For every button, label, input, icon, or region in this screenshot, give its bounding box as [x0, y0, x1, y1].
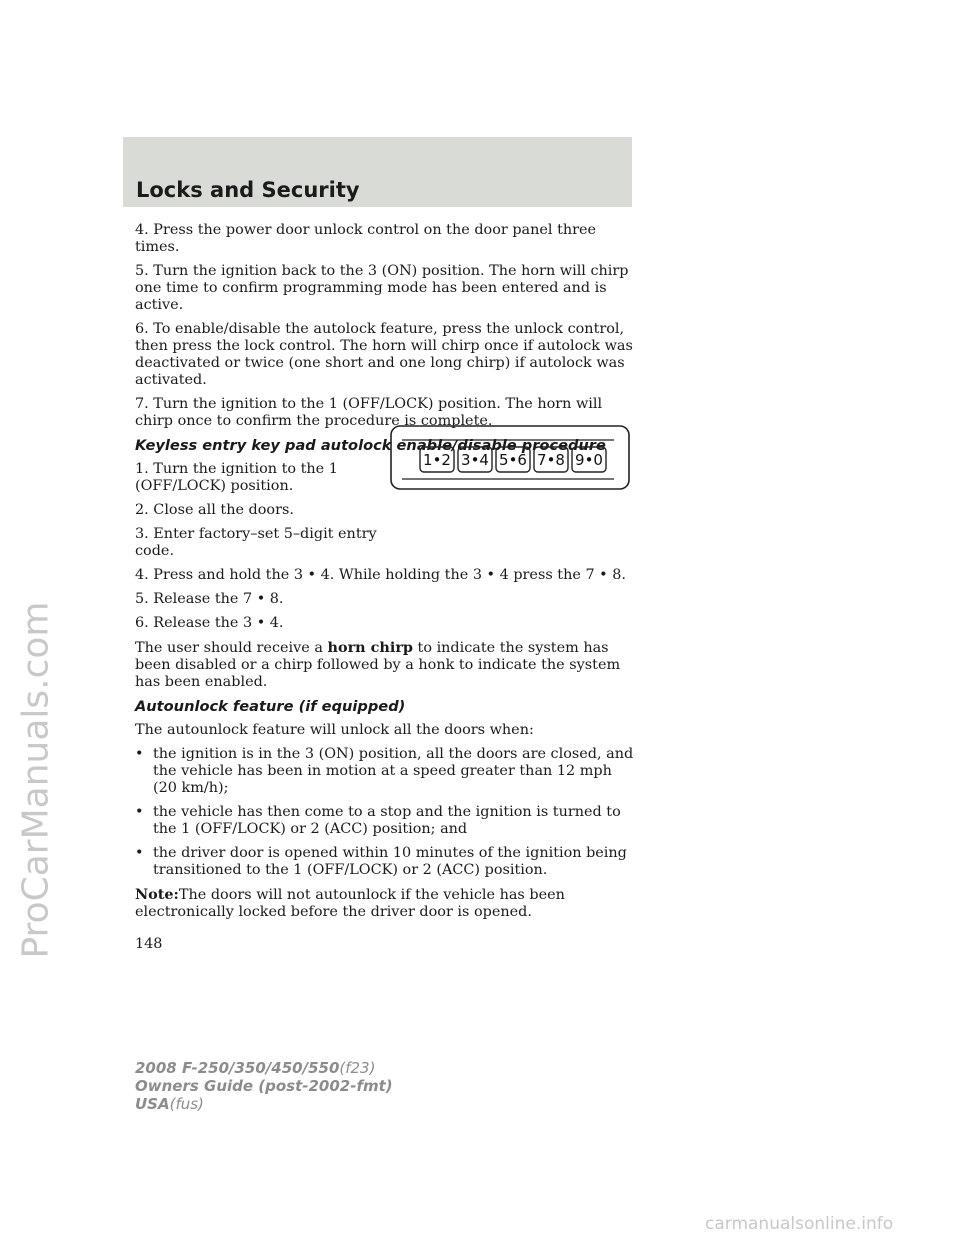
page-number: 148: [135, 936, 163, 952]
keypad-button-label: 1•2: [423, 451, 451, 469]
step-6: 6. To enable/disable the autolock feature, press the unlock control, then press the lock control. The horn will chirp once if autolock was deactivated or twice (one short and one long chirp) if autolock was activated.: [135, 321, 633, 388]
note-label: Note:: [135, 886, 179, 903]
keypad-illustration: [390, 425, 630, 490]
side-watermark: [8, 500, 64, 1060]
keypad-button: [496, 447, 530, 472]
keypad-button-label: 3•4: [461, 451, 489, 469]
note-text: The doors will not autounlock if the vehicle has been electronically locked before the driver door is opened.: [135, 887, 565, 920]
page-content: [135, 222, 635, 928]
list-item-text: the driver door is opened within 10 minutes of the ignition being transitioned to the 1 (OFF/LOCK) or 2 (ACC) position.: [153, 845, 627, 878]
autounlock-intro: The autounlock feature will unlock all the doors when:: [135, 722, 534, 738]
footer-line-1: [135, 1059, 393, 1077]
keyless-step-2: 2. Close all the doors.: [135, 502, 294, 518]
keypad-button: [572, 447, 606, 472]
keyless-step-6: 6. Release the 3 • 4.: [135, 615, 284, 631]
list-item: [135, 804, 635, 838]
footer-model: 2008 F-250/350/450/550: [135, 1059, 340, 1077]
keyless-result: [135, 639, 635, 691]
keyless-heading: Keyless entry key pad autolock enable/disable procedure: [135, 437, 606, 454]
section-title: Locks and Security: [136, 178, 360, 202]
list-item-text: the ignition is in the 3 (ON) position, all the doors are closed, and the vehicle has been in motion at a speed greater than 12 mph (20 km/h);: [153, 746, 634, 796]
keypad-button-label: 7•8: [537, 451, 565, 469]
bottom-watermark: carmanualsonline.info: [705, 1214, 894, 1234]
result-text-pre: The user should receive a: [135, 640, 328, 656]
list-item: [135, 845, 635, 879]
result-text-post: to indicate the system has been disabled or a chirp followed by a honk to indicate the system has been enabled.: [135, 640, 621, 690]
keypad-button: [534, 447, 568, 472]
step-5: 5. Turn the ignition back to the 3 (ON) position. The horn will chirp one time to confirm programming mode has been entered and is active.: [135, 263, 629, 313]
autounlock-heading: Autounlock feature (if equipped): [135, 698, 406, 715]
footer-line-2: Owners Guide (post-2002-fmt): [135, 1077, 393, 1095]
keyless-step-1: 1. Turn the ignition to the 1 (OFF/LOCK) position.: [135, 461, 338, 494]
footer-region: USA: [135, 1095, 170, 1113]
bullet-icon: •: [135, 746, 144, 762]
list-item-text: the vehicle has then come to a stop and the ignition is turned to the 1 (OFF/LOCK) or 2 (ACC) position; and: [153, 804, 621, 837]
horn-chirp-term: horn chirp: [327, 639, 413, 656]
keyless-step-4: 4. Press and hold the 3 • 4. While holding the 3 • 4 press the 7 • 8.: [135, 567, 626, 583]
footer-model-code: (f23): [339, 1059, 376, 1077]
keyless-step-5: 5. Release the 7 • 8.: [135, 591, 284, 607]
keypad-button: [458, 447, 492, 472]
autounlock-note: [135, 886, 635, 921]
step-4: 4. Press the power door unlock control on the door panel three times.: [135, 222, 597, 255]
list-item: [135, 746, 635, 797]
keypad-button-label: 9•0: [575, 451, 603, 469]
side-watermark-text: ProCarManuals.com: [15, 601, 57, 959]
keyless-step-3: 3. Enter factory–set 5–digit entry code.: [135, 526, 377, 559]
document-footer: [135, 1059, 393, 1113]
keypad-button-label: 5•6: [499, 451, 527, 469]
footer-region-code: (fus): [169, 1095, 204, 1113]
bullet-icon: •: [135, 845, 144, 861]
step-7: 7. Turn the ignition to the 1 (OFF/LOCK) position. The horn will chirp once to confirm the procedure is complete.: [135, 396, 603, 429]
bullet-icon: •: [135, 804, 144, 820]
keypad-button: [420, 447, 454, 472]
footer-line-3: [135, 1095, 393, 1113]
